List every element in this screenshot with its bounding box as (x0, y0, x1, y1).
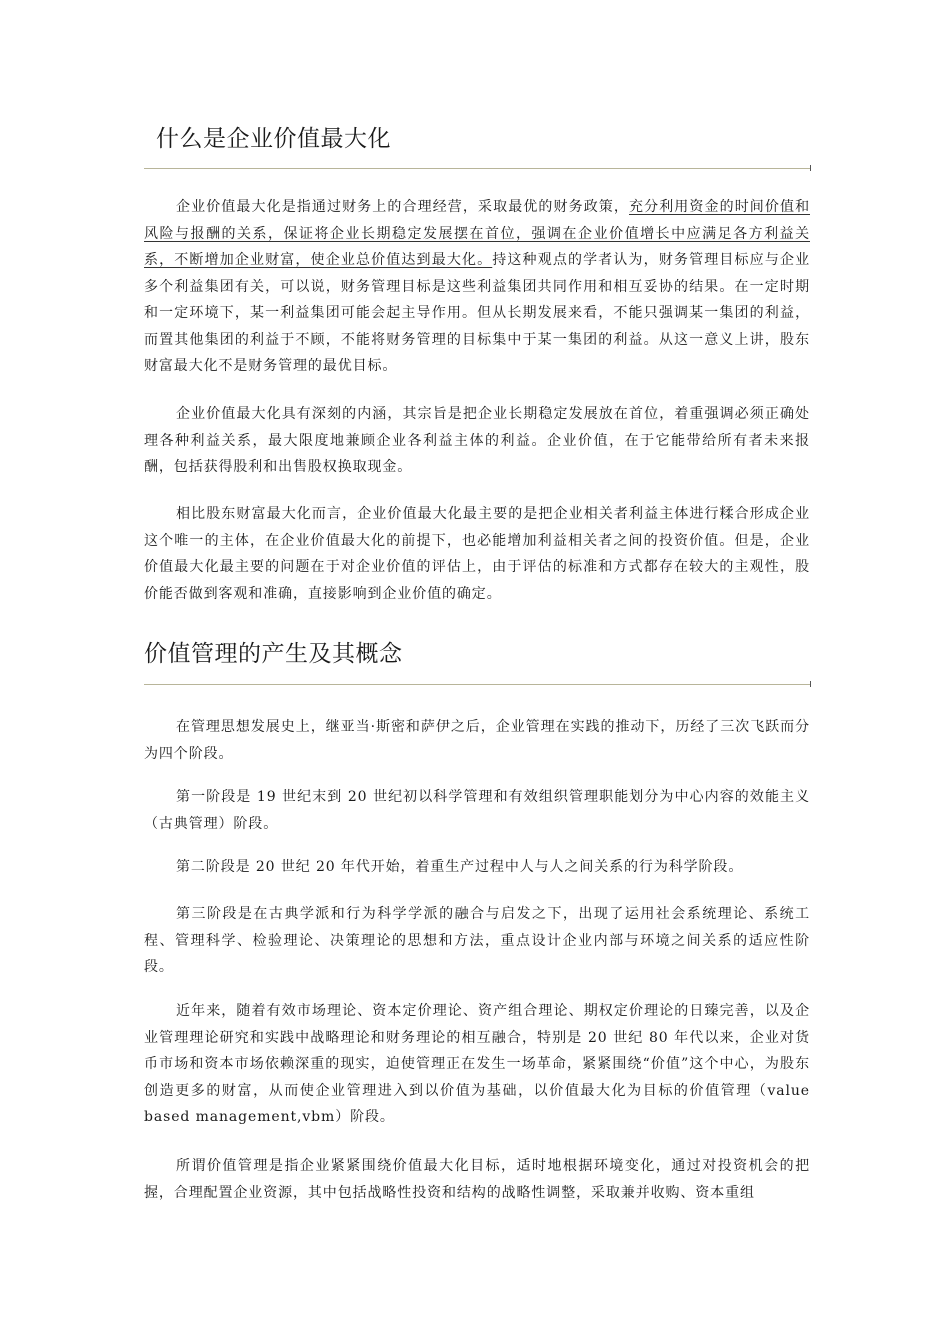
paragraph: 第二阶段是 20 世纪 20 年代开始，着重生产过程中人与人之间关系的行为科学阶段。 (176, 859, 744, 875)
paragraph: 第三阶段是在古典学派和行为科学学派的融合与启发之下，出现了运用社会系统理论、系统工程、管理科学、检验理论、决策理论的思想和方法，重点设计企业内部与环境之间关系的适应性阶段。 (144, 906, 810, 975)
paragraph: 企业价值最大化具有深刻的内涵，其宗旨是把企业长期稳定发展放在首位，着重强调必须正确处理各种利益关系，最大限度地兼顾企业各利益主体的利益。企业价值，在于它能带给所有者未来报酬，包括获得股利和出售股权换取现金。 (144, 406, 810, 475)
paragraph-text: 持这种观点的学者认为，财务管理目标应与企业多个利益集团有关，可以说，财务管理目标是这些利益集团共同作用和相互妥协的结果。在一定时期和一定环境下，某一利益集团可能会起主导作用。但从长期发展来看，不能只强调某一集团的利益，而置其他集团的利益于不顾，不能将财务管理的目标集中于某一集团的利益。从这一意义上讲，股东财富最大化不是财务管理的最优目标。 (144, 252, 810, 374)
paragraph: 所谓价值管理是指企业紧紧围绕价值最大化目标，适时地根据环境变化，通过对投资机会的把握，合理配置企业资源，其中包括战略性投资和结构的战略性调整，采取兼并收购、资本重组 (144, 1158, 810, 1201)
paragraph: 近年来，随着有效市场理论、资本定价理论、资产组合理论、期权定价理论的日臻完善，以及企业管理理论研究和实践中战略理论和财务理论的相互融合，特别是 20 世纪 80 年代以来，企业对货币市场和资本市场依赖深重的现实，迫使管理正在发生一场革命，紧紧围绕“价值”这个中心，为股东创造更多的财富，从而使企业管理进入到以价值为基础，以价值最大化为目标的价值管理（value based management,vbm）阶段。 (144, 1003, 810, 1125)
section-title-enterprise-value: 什么是企业价值最大化 (156, 126, 391, 152)
paragraph: 第一阶段是 19 世纪末到 20 世纪初以科学管理和有效组织管理职能划分为中心内容的效能主义（古典管理）阶段。 (144, 789, 810, 832)
section-divider (144, 684, 810, 685)
section-divider (144, 168, 810, 169)
paragraph-text: 企业价值最大化是指通过财务上的合理经营，采取最优的财务政策， (176, 199, 629, 215)
section-title-value-management: 价值管理的产生及其概念 (144, 641, 403, 667)
paragraph: 在管理思想发展史上，继亚当·斯密和萨伊之后，企业管理在实践的推动下，历经了三次飞跃而分为四个阶段。 (144, 719, 810, 762)
paragraph: 相比股东财富最大化而言，企业价值最大化最主要的是把企业相关者利益主体进行糅合形成企业这个唯一的主体，在企业价值最大化的前提下，也必能增加利益相关者之间的投资价值。但是，企业价值最大化最主要的问题在于对企业价值的评估上，由于评估的标准和方式都存在较大的主观性，股价能否做到客观和准确，直接影响到企业价值的确定。 (144, 506, 810, 602)
paragraph (144, 194, 810, 380)
underlined-text: 充分利用资金的时间价值和风险与报酬的关系，保证将企业长期稳定发展摆在首位，强调在企业价值增长中应满足各方利益关系，不断增加企业财富，使企业总价值达到最大化。 (144, 199, 810, 268)
